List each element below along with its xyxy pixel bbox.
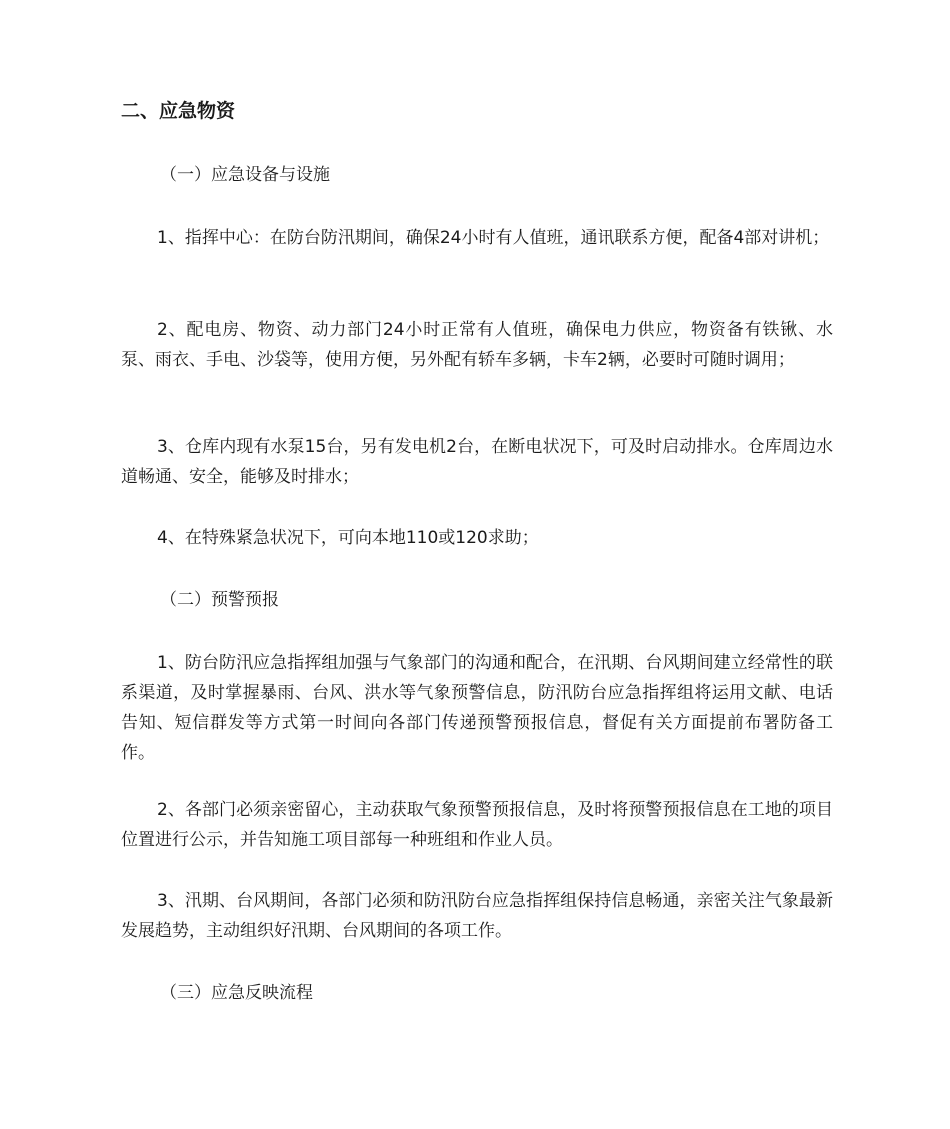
paragraph: 2、各部门必须亲密留心，主动获取气象预警预报信息，及时将预警预报信息在工地的项目位置进行公示，并告知施工项目部每一种班组和作业人员。: [121, 800, 833, 850]
subsection-title: （二）预警预报: [160, 590, 279, 610]
section-heading: 二、应急物资: [121, 100, 236, 122]
paragraph: 1、防台防汛应急指挥组加强与气象部门的沟通和配合，在汛期、台风期间建立经常性的联系渠道，及时掌握暴雨、台风、洪水等气象预警信息，防汛防台应急指挥组将运用文献、电话告知、短信群发等方式第一时间向各部门传递预警预报信息，督促有关方面提前布署防备工作。: [121, 653, 833, 763]
paragraph: 1、指挥中心：在防台防汛期间，确保24小时有人值班，通讯联系方便，配备4部对讲机；: [157, 228, 830, 248]
paragraph: 4、在特殊紧急状况下，可向本地110或120求助；: [157, 528, 539, 548]
paragraph: 2、配电房、物资、动力部门24小时正常有人值班，确保电力供应，物资备有铁锹、水泵、雨衣、手电、沙袋等，使用方便，另外配有轿车多辆，卡车2辆，必要时可随时调用；: [121, 320, 833, 370]
paragraph: 3、仓库内现有水泵15台，另有发电机2台，在断电状况下，可及时启动排水。仓库周边水道畅通、安全，能够及时排水；: [121, 437, 833, 487]
paragraph: 3、汛期、台风期间，各部门必须和防汛防台应急指挥组保持信息畅通，亲密关注气象最新发展趋势，主动组织好汛期、台风期间的各项工作。: [121, 891, 833, 941]
subsection-title: （三）应急反映流程: [160, 983, 313, 1003]
subsection-title: （一）应急设备与设施: [160, 165, 330, 185]
